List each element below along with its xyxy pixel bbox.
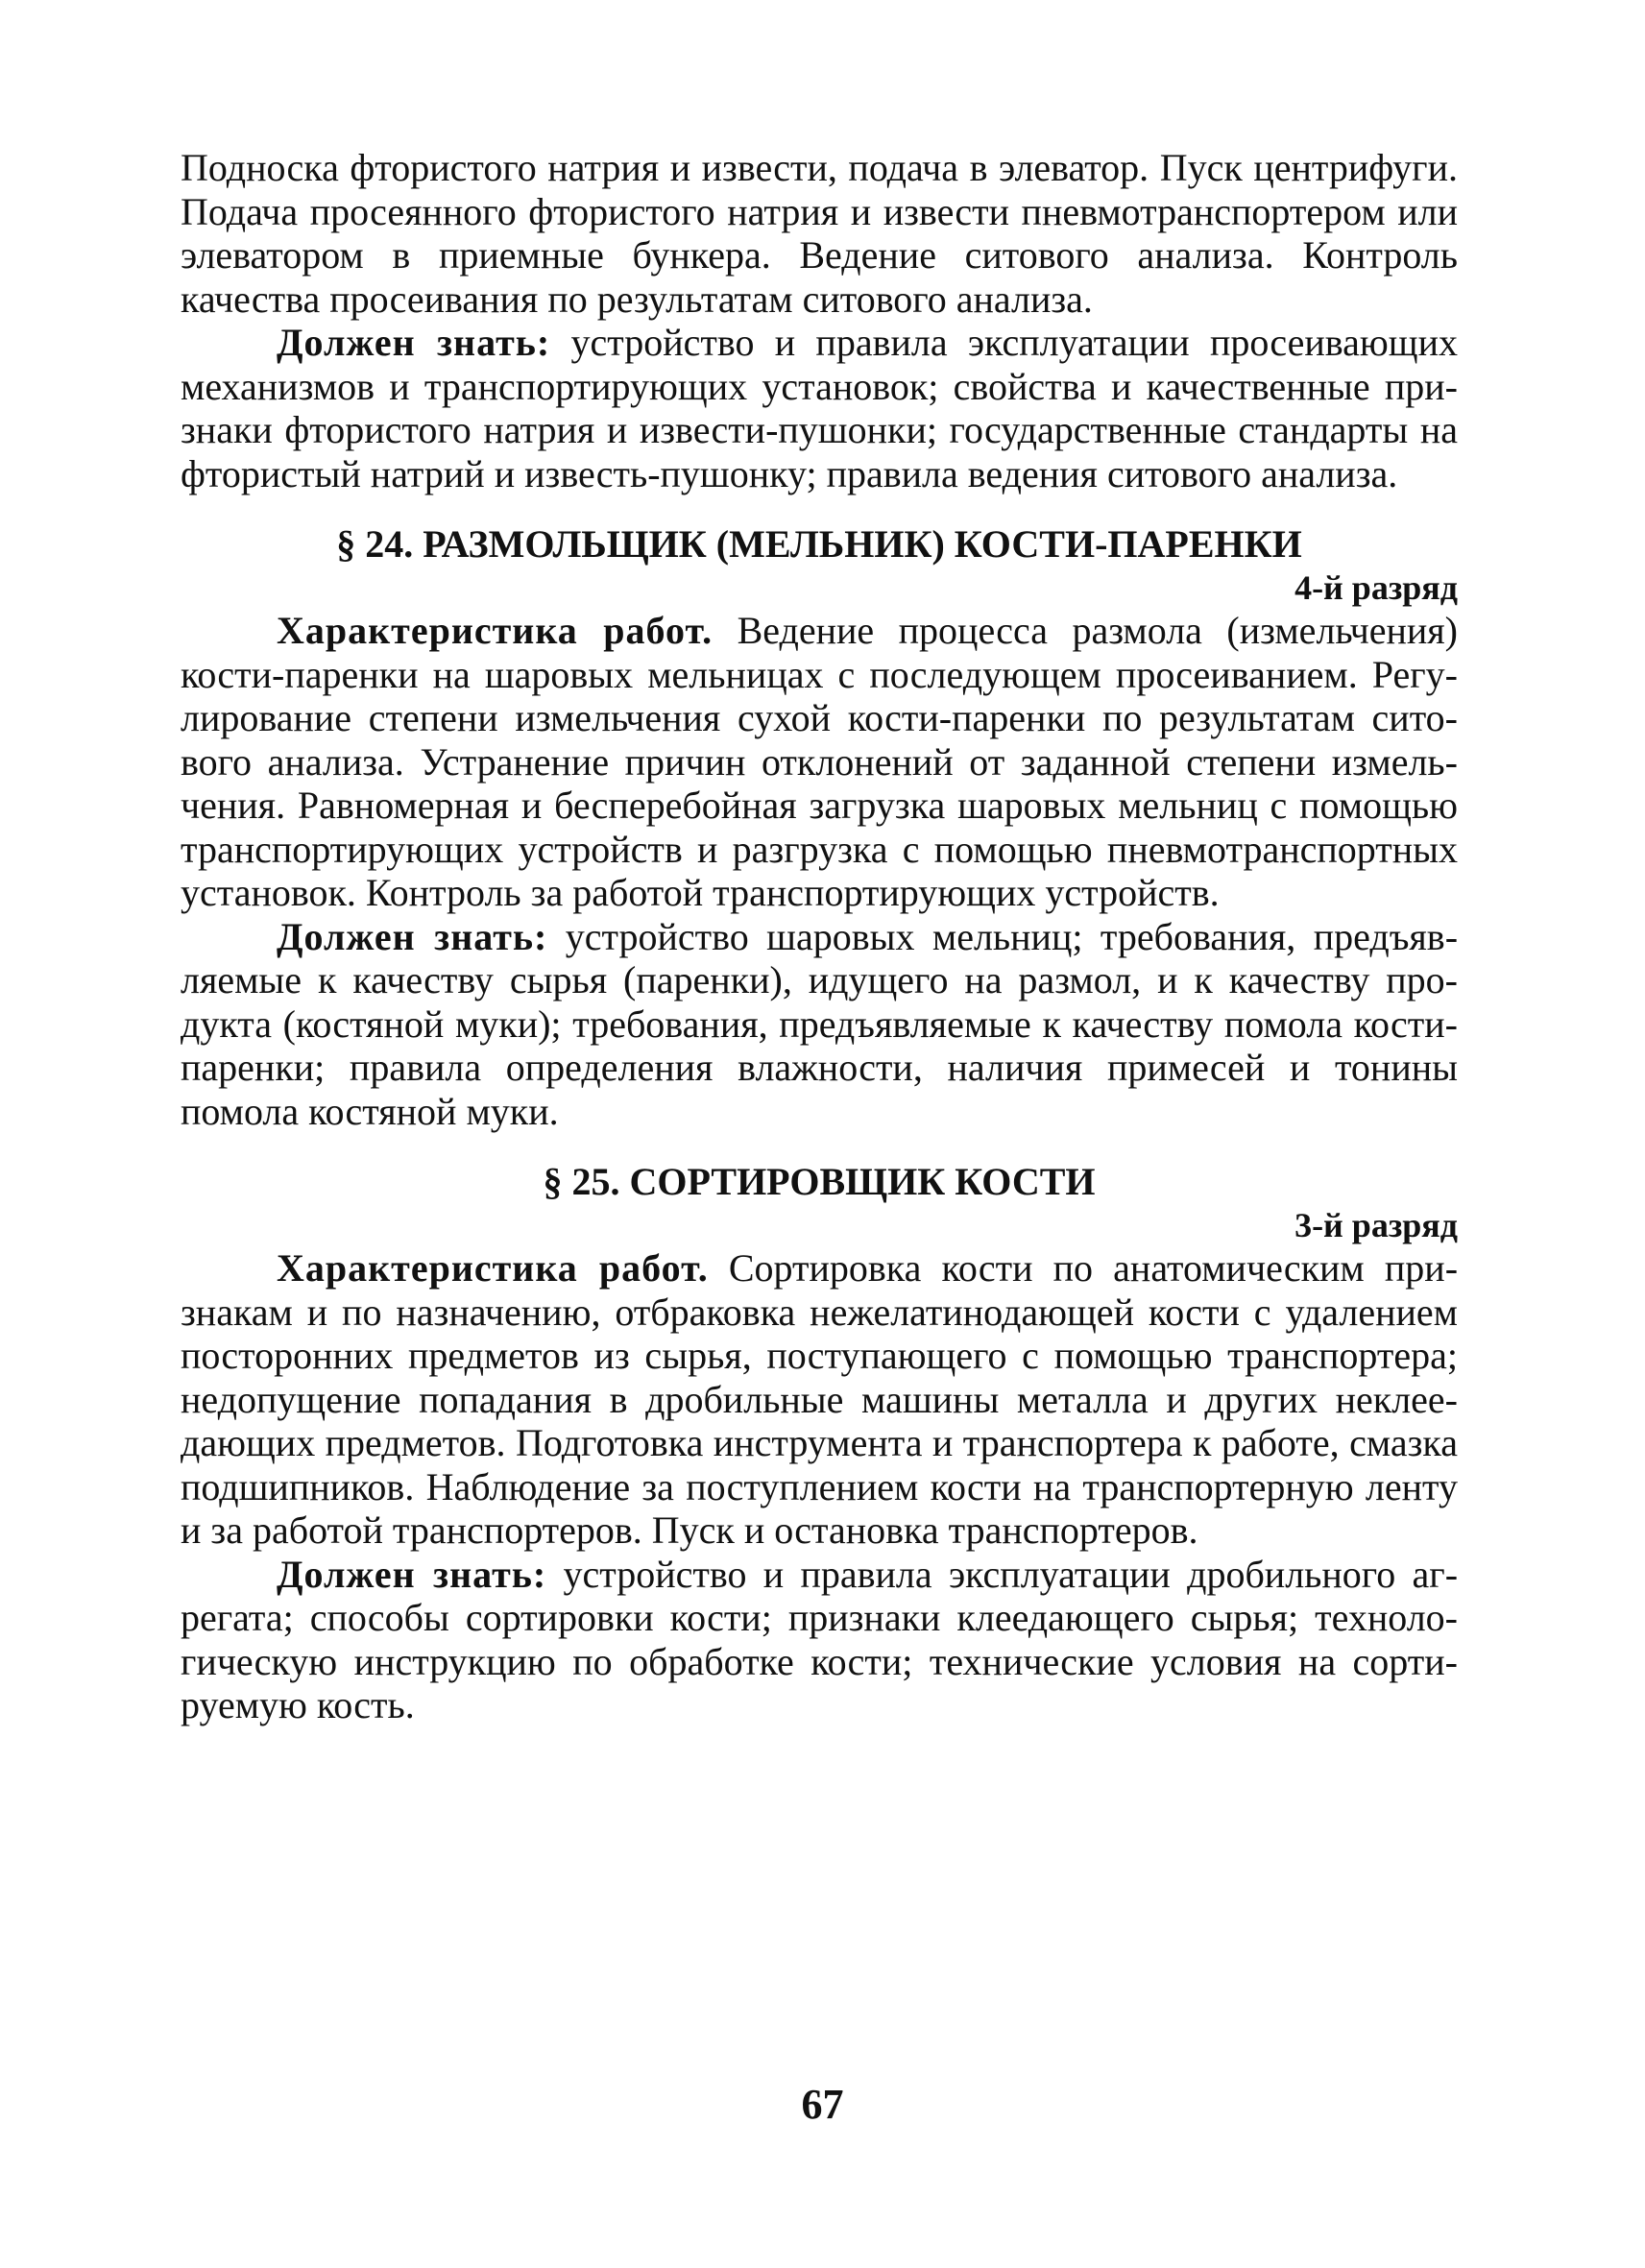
intro-text: Подноска фтористого натрия и извести, подача в элеватор. Пуск центрифуги. Подача просеянного фтористого натрия и извести пневмотранспортером или элеватором в приемные бункера. Ведение ситового анализа. Контроль качества просеивания по результатам ситового анализа. <box>181 146 1458 321</box>
work-text: Ведение процесса размола (измельчения) кости-паренки на шаровых мельницах с последующем просеиванием. Регулирование степени измельчения сухой кости-паренки по результатам ситового анализа. Устранение причин отклонений от заданной степени измельчения. Равномерная и бесперебойная загрузка шаровых мельниц с помощью транспортирующих устройств и разгрузка с помощью пневмотранспортных установок. Контроль за работой транспортирующих устройств. <box>181 609 1458 914</box>
page-number: 67 <box>801 2081 844 2128</box>
work-label: Характеристика работ. <box>277 1246 709 1290</box>
work-text: Сортировка кости по анатомическим признакам и по назначению, отбраковка нежелатинодающей кости с удалением посторонних предметов из сырья, поступающего с помощью транспортера; недопущение попадания в дробильные машины металла и других неклеедающих предметов. Подготовка инструмента и транспортера к работе, смазка подшипников. Наблюдение за поступлением кости на транспортерную ленту и за работой транспортеров. Пуск и остановка транспортеров. <box>181 1246 1459 1552</box>
section-25-heading: § 25. СОРТИРОВЩИК КОСТИ <box>543 1160 1096 1203</box>
intro-paragraph <box>181 146 1458 321</box>
page-body <box>181 146 1458 1727</box>
spacer <box>181 495 1458 522</box>
spacer <box>181 1133 1458 1160</box>
section-25-work-paragraph <box>181 1246 1458 1553</box>
section-24-heading: § 24. РАЗМОЛЬЩИК (МЕЛЬНИК) КОСТИ-ПАРЕНКИ <box>336 522 1302 566</box>
knowledge-text: устройство шаровых мельниц; требования, предъявляемые к качеству сырья (паренки), идущего на размол, и к качеству продукта (костяной муки); требования, предъявляемые к качеству помола кости-паренки; правила определения влажности, наличия примесей и тонины помола костяной муки. <box>181 914 1459 1133</box>
section-24-grade: 4-й разряд <box>1294 568 1458 607</box>
knowledge-label: Должен знать: <box>277 914 548 958</box>
section-24-knowledge-paragraph <box>181 915 1458 1134</box>
knowledge-label: Должен знать: <box>277 321 551 364</box>
section-24-work-paragraph <box>181 609 1458 915</box>
knowledge-text: устройство и правила эксплуатации дробильного агрегата; способы сортировки кости; признаки клеедающего сырья; технологическую инструкцию по обработке кости; технические условия на сортируемую кость. <box>181 1552 1459 1726</box>
work-label: Характеристика работ. <box>277 609 714 652</box>
intro-knowledge-paragraph <box>181 321 1458 495</box>
section-25-knowledge-paragraph <box>181 1553 1458 1727</box>
section-25-grade: 3-й разряд <box>1294 1206 1458 1244</box>
knowledge-label: Должен знать: <box>277 1552 547 1596</box>
knowledge-text: устройство и правила эксплуатации просеивающих механизмов и транспортирующих установок; свойства и качественные признаки фтористого натрия и извести-пушонки; государственные стандарты на фтористый натрий и известь-пушонку; правила ведения ситового анализа. <box>181 321 1459 495</box>
